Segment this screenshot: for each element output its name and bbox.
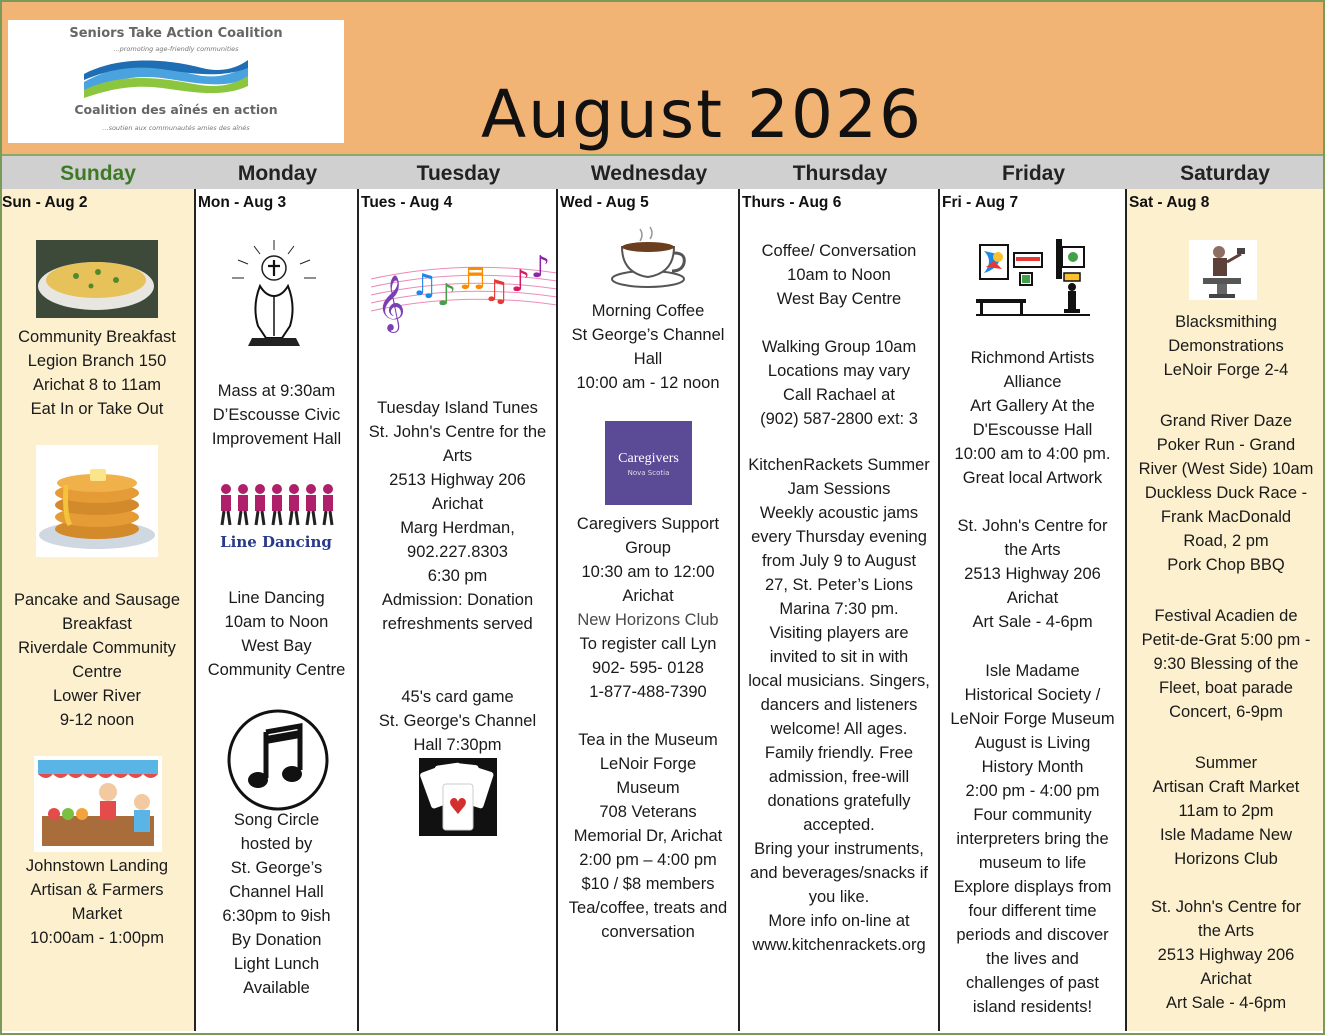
event-mass: Mass at 9:30am D’Escousse Civic Improvement Hall [211,382,342,448]
music-notes-image [371,249,557,335]
event-45s-card-game: 45's card game St. George's Channel Hall 7:30pm [378,688,537,754]
pancakes-image [36,445,158,557]
market-stall-image [34,756,162,852]
svg-text:♥: ♥ [448,795,468,820]
event-pancake-breakfast: Pancake and Sausage Breakfast Riverdale Community Centre Lower River 9-12 noon [13,591,181,729]
weekday-thursday: Thursday [792,162,888,185]
line-dancing-caption: Line Dancing [220,533,332,551]
event-island-tunes: Tuesday Island Tunes St. John's Centre for the Arts 2513 Highway 206 Arichat Marg Herdman, 902.227.8303 6:30 pm Admission: Donation refreshments served [368,399,547,633]
day-cell-thursday [740,189,940,1031]
art-gallery-icon [976,237,1090,317]
omelette-image [36,240,158,318]
logo-name-fr: Coalition des aînés en action [74,102,278,117]
event-walking-group: Walking Group 10am Locations may vary Call Rachael at (902) 587-2800 ext: 3 [760,338,918,428]
coffee-cup-icon [610,225,690,289]
logo-name: Seniors Take Action Coalition [69,26,283,41]
date-label: Fri - Aug 7 [942,194,1019,211]
svg-text:♪: ♪ [511,264,531,299]
svg-text:♪: ♪ [531,250,551,285]
event-art-sale-saturday: St. John's Centre for the Arts 2513 Highway 206 Arichat Art Sale - 4-6pm [1151,898,1301,1012]
weekday-monday: Monday [237,162,318,185]
svg-text:♪: ♪ [437,278,457,313]
event-grand-river-daze: Grand River Daze Poker Run - Grand River (West Side) 10am Duckless Duck Race - Frank MacDonald Road, 2 pm Pork Chop BBQ [1138,412,1314,574]
event-kitchenrackets: KitchenRackets Summer Jam Sessions Weekly acoustic jams every Thursday evening from July 9 to August 27, St. Peter’s Lions Marina 7:30 pm. Visiting players are invited to sit in with local musicians. Singers, dancers and listeners welcome! All ages. Family friendly. Free admission, free-will donations gratefully accepted. Bring your instruments, and beverages/snacks if you like. More info on-line at www.kitchenrackets.org [748,456,930,954]
svg-text:♫: ♫ [483,274,510,309]
svg-text:♫: ♫ [411,268,438,303]
event-historical-society: Isle Madame Historical Society / LeNoir Forge Museum August is Living History Month 2:00 pm - 4:00 pm Four community interpreters bring the museum to life Explore displays from four different time periods and discover the lives and challenges of past island residents! [950,662,1115,1016]
svg-text:♬: ♬ [459,262,486,297]
banner [0,0,1325,156]
svg-text:𝄞: 𝄞 [377,275,406,331]
wave-icon [82,56,252,100]
event-artisan-craft-market: Summer Artisan Craft Market 11am to 2pm Isle Madame New Horizons Club [1152,754,1300,868]
event-coffee-conversation: Coffee/ Conversation 10am to Noon West Bay Centre [761,242,917,308]
logo-tagline-fr: ...soutien aux communautés amies des aînés [102,124,250,132]
event-art-sale-st-johns: St. John's Centre for the Arts 2513 Highway 206 Arichat Art Sale - 4-6pm [957,517,1108,631]
event-blacksmithing: Blacksmithing Demonstrations LeNoir Forge 2-4 [1163,313,1289,379]
date-label: Thurs - Aug 6 [742,194,842,211]
day-cell-friday [940,189,1127,1031]
weekday-saturday: Saturday [1180,162,1270,185]
event-caregivers-support: Caregivers Support Group 10:30 am to 12:00 Arichat New Horizons Club To register call Lyn 902- 595- 0128 1-877-488-7390 [576,515,720,701]
event-johnstown-market: Johnstown Landing Artisan & Farmers Market 10:00am - 1:00pm [25,857,169,947]
event-morning-coffee: Morning Coffee St George’s Channel Hall 10:00 am - 12 noon [571,302,725,392]
weekday-sunday: Sunday [60,162,136,185]
praying-hands-icon [224,238,324,348]
playing-cards-icon [419,758,497,836]
event-song-circle: Song Circle hosted by St. George’s Channel Hall 6:30pm to 9ish By Donation Light Lunch Available [222,811,331,997]
day-cell-wednesday [558,189,740,1031]
date-label: Mon - Aug 3 [198,194,287,211]
weekday-tuesday: Tuesday [416,162,501,185]
day-cell-sunday [0,189,196,1031]
date-label: Sun - Aug 2 [2,194,88,211]
day-cell-monday [196,189,359,1031]
day-cell-tuesday [359,189,558,1031]
date-label: Sat - Aug 8 [1129,194,1210,211]
page-title: August 2026 [481,76,923,153]
caregivers-logo: Caregivers Nova Scotia [605,421,692,505]
weekday-wednesday: Wednesday [590,162,708,185]
event-festival-acadien: Festival Acadien de Petit-de-Grat 5:00 pm - 9:30 Blessing of the Fleet, boat parade Concert, 6-9pm [1141,607,1311,721]
logo-tagline: ...promoting age-friendly communities [113,45,239,53]
event-line-dancing: Line Dancing 10am to Noon West Bay Community Centre [207,589,346,679]
event-richmond-artists: Richmond Artists Alliance Art Gallery At the D'Escousse Hall 10:00 am to 4:00 pm. Great local Artwork [954,349,1111,487]
weekday-friday: Friday [1001,162,1066,185]
date-label: Wed - Aug 5 [560,194,649,211]
coalition-logo[interactable] [8,20,344,143]
line-dancers-image [216,479,336,553]
day-cell-saturday [1127,189,1325,1031]
blacksmith-image [1189,240,1257,300]
event-breakfast-legion: Community Breakfast Legion Branch 150 Arichat 8 to 11am Eat In or Take Out [18,328,176,418]
date-label: Tues - Aug 4 [361,194,453,211]
event-tea-in-museum: Tea in the Museum LeNoir Forge Museum 708 Veterans Memorial Dr, Arichat 2:00 pm – 4:00 pm $10 / $8 members Tea/coffee, treats and conversation [568,731,728,941]
music-note-icon [226,708,330,812]
weekday-header-row [0,156,1325,189]
